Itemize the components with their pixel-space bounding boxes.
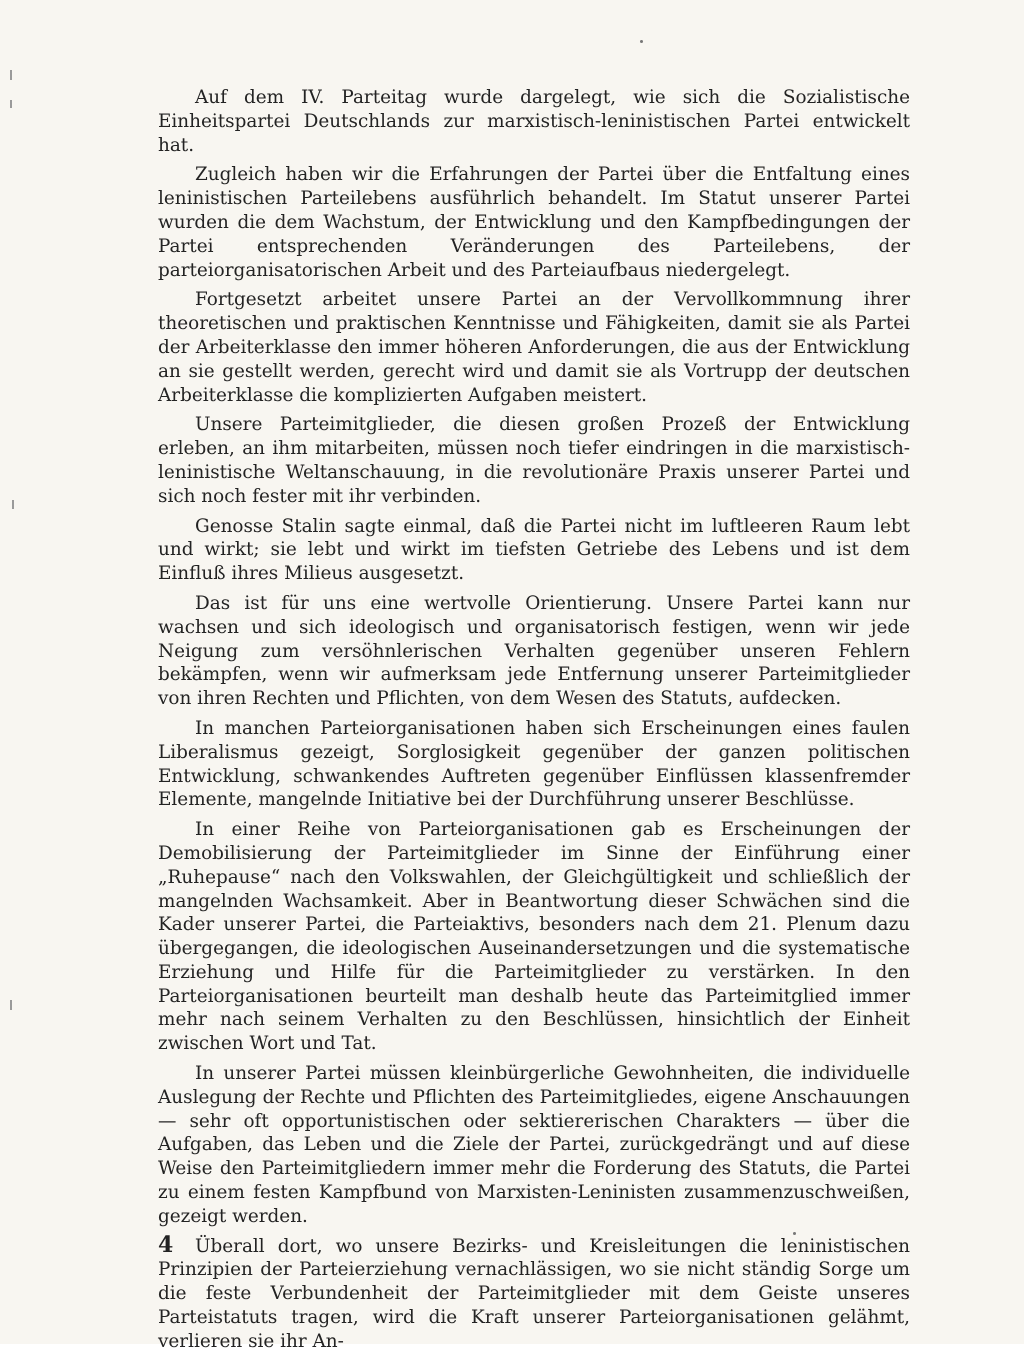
paragraph-4: Unsere Parteimitglieder, die diesen großen Prozeß der Entwicklung erleben, an ihm mitarbeiten, müssen noch tiefer eindringen in die marxistisch-leninistische Weltanschauung, in die revolutionäre Praxis unserer Partei und sich noch fester mit ihr verbinden. — [158, 414, 910, 507]
print-speck-bottom — [793, 1232, 796, 1235]
paragraph-8: In einer Reihe von Parteiorganisationen gab es Erscheinungen der Demobilisierung der Parteimitglieder im Sinne der Einführung einer „Ruhepause“ nach den Volkswahlen, der Gleichgültigkeit und schließlich der mangelnden Wachsamkeit. Aber in Beantwortung dieser Schwächen sind die Kader unserer Partei, die Parteiaktivs, besonders nach dem 21. Plenum dazu übergegangen, die ideologischen Auseinandersetzungen und die systematische Erziehung und Hilfe für die Parteimitglieder zu verstärken. In den Parteiorganisationen beurteilt man deshalb heute das Parteimitglied immer mehr nach seinem Verhalten zu den Beschlüssen, hinsichtlich der Einheit zwischen Wort und Tat. — [158, 819, 910, 1055]
paragraph-6: Das ist für uns eine wertvolle Orientierung. Unsere Partei kann nur wachsen und sich ideologisch und organisatorisch festigen, wenn wir jede Neigung zum versöhnlerischen Verhalten gegenüber unseren Fehlern bekämpfen, wenn wir aufmerksam jede Entfernung unserer Parteimitglieder von ihren Rechten und Pflichten, von dem Wesen des Statuts, aufdecken. — [158, 592, 910, 710]
print-speck-top — [640, 40, 643, 43]
paragraph-10: Überall dort, wo unsere Bezirks- und Kreisleitungen die leninistischen Prinzipien der Parteierziehung vernachlässigen, wo sie nicht ständig Sorge um die feste Verbundenheit der Parteimitglieder mit dem Geiste unseres Parteistatuts tragen, wird die Kraft unserer Parteiorganisationen gelähmt, verlieren sie ihr An- — [158, 1235, 910, 1352]
margin-mark — [12, 500, 14, 509]
paragraph-1: Auf dem IV. Parteitag wurde dargelegt, wie sich die Sozialistische Einheitspartei Deutschlands zur marxistisch-leninistischen Partei entwickelt hat. — [158, 87, 910, 156]
body-text — [158, 86, 910, 1360]
page-number: 4 — [158, 1232, 174, 1258]
paragraph-7: In manchen Parteiorganisationen haben sich Erscheinungen eines faulen Liberalismus gezeigt, Sorglosigkeit gegenüber der ganzen politischen Entwicklung, schwankendes Auftreten gegenüber Einflüssen klassenfremder Elemente, mangelnde Initiative bei der Durchführung unserer Beschlüsse. — [158, 717, 910, 811]
paragraph-9: In unserer Partei müssen kleinbürgerliche Gewohnheiten, die individuelle Auslegung der Rechte und Pflichten des Parteimitgliedes, eigene Anschauungen — sehr oft opportunistischen oder sektiererischen Charakters — über die Aufgaben, das Leben und die Ziele der Partei, zurückgedrängt und auf diese Weise den Parteimitgliedern immer mehr die Forderung des Statuts, die Partei zu einem festen Kampfbund von Marxisten-Leninisten zusammenzuschweißen, gezeigt werden. — [158, 1063, 910, 1227]
margin-mark — [10, 70, 12, 80]
margin-mark — [10, 1000, 12, 1010]
margin-mark — [10, 100, 12, 108]
paragraph-5: Genosse Stalin sagte einmal, daß die Partei nicht im luftleeren Raum lebt und wirkt; sie lebt und wirkt im tiefsten Getriebe des Lebens und ist dem Einfluß ihres Milieus ausgesetzt. — [158, 515, 910, 585]
paragraph-3: Fortgesetzt arbeitet unsere Partei an der Vervollkommnung ihrer theoretischen und praktischen Kenntnisse und Fähigkeiten, damit sie als Partei der Arbeiterklasse den immer höheren Anforderungen, die aus der Entwicklung an sie gestellt werden, gerecht wird und damit sie als Vortrupp der deutschen Arbeiterklasse die komplizierten Aufgaben meistert. — [158, 289, 910, 406]
paragraph-2: Zugleich haben wir die Erfahrungen der Partei über die Entfaltung eines leninistischen Parteilebens ausführlich behandelt. Im Statut unserer Partei wurden die dem Wachstum, der Entwicklung und den Kampfbedingungen der Partei entsprechenden Veränderungen des Parteilebens, der parteiorganisatorischen Arbeit und des Parteiaufbaus niedergelegt. — [158, 164, 910, 281]
